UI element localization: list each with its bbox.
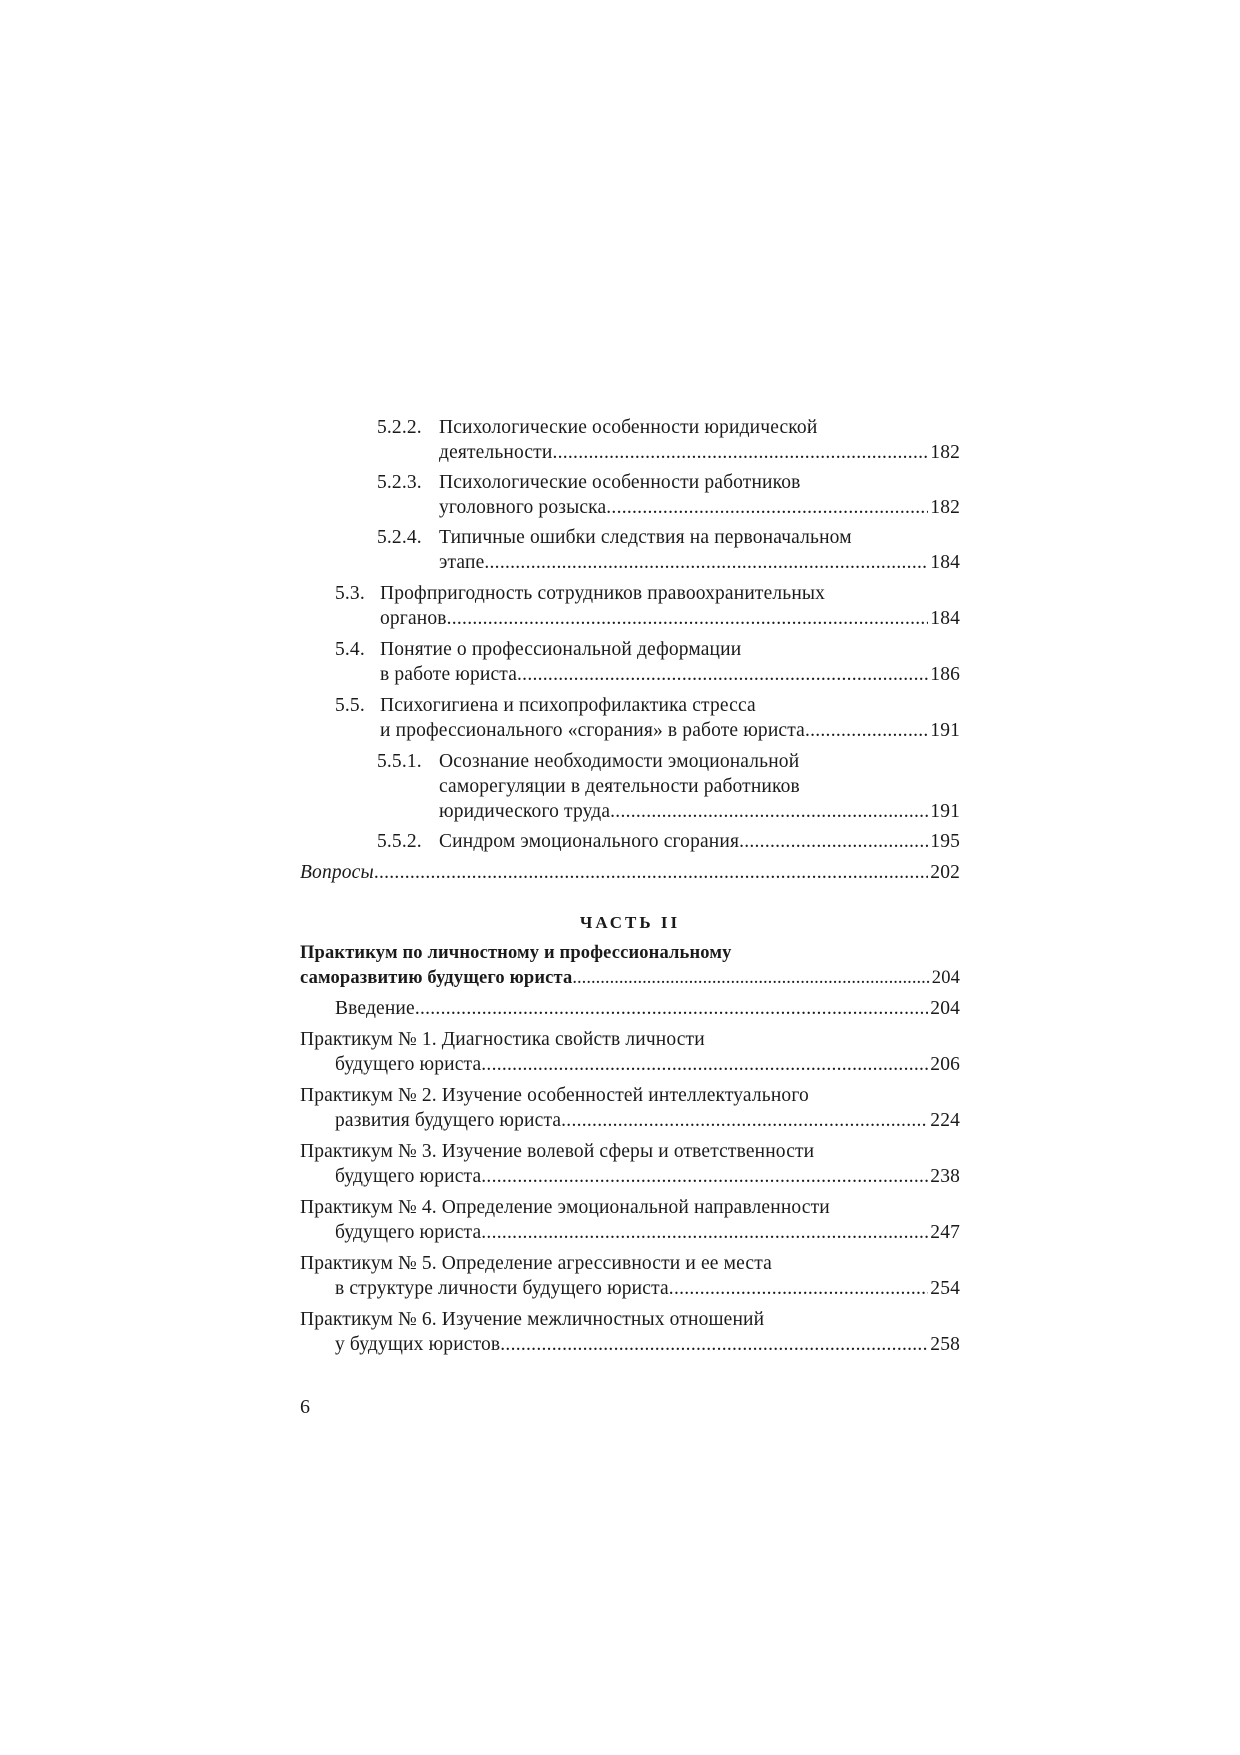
entry-number: 5.4.	[335, 639, 365, 660]
entry-title-line: Практикум № 3. Изучение волевой сферы и ответственности	[300, 1141, 815, 1162]
entry-title-line: органов	[380, 608, 447, 629]
page-ref: 254	[930, 1278, 960, 1299]
entry-title-line: Психогигиена и психопрофилактика стресса	[380, 695, 756, 716]
entry-title-line: Введение	[335, 998, 415, 1019]
entry-title-line: Практикум № 6. Изучение межличностных отношений	[300, 1309, 765, 1330]
toc-entry	[300, 829, 960, 854]
page-ref: 191	[930, 801, 960, 822]
entry-number: 5.5.2.	[377, 831, 422, 852]
toc-entry	[300, 637, 960, 687]
dot-leader	[606, 495, 928, 520]
entry-title-line: будущего юриста	[335, 1166, 482, 1187]
entry-title-line: и профессионального «сгорания» в работе юриста	[380, 720, 805, 741]
entry-title-line: будущего юриста	[335, 1222, 482, 1243]
entry-title-line: этапе	[439, 552, 485, 573]
dot-leader	[415, 996, 928, 1021]
toc-entry	[300, 1307, 960, 1357]
dot-leader	[561, 1108, 928, 1133]
toc-entry	[300, 415, 960, 465]
entry-number: 5.2.4.	[377, 527, 422, 548]
entry-title-line: в работе юриста	[380, 664, 518, 685]
page-ref: 224	[930, 1110, 960, 1131]
page-ref: 184	[930, 552, 960, 573]
dot-leader	[517, 662, 928, 687]
toc-entry	[300, 1139, 960, 1189]
entry-title-line: развития будущего юриста	[335, 1110, 562, 1131]
entry-title-line: Вопросы	[300, 862, 374, 883]
page-ref: 206	[930, 1054, 960, 1075]
dot-leader	[481, 1220, 928, 1245]
entry-number: 5.2.2.	[377, 417, 422, 438]
entry-title-line: в структуре личности будущего юриста	[335, 1278, 669, 1299]
page-ref: 238	[930, 1166, 960, 1187]
entry-number: 5.5.	[335, 695, 365, 716]
toc-entry	[300, 693, 960, 743]
entry-title-line: Понятие о профессиональной деформации	[380, 639, 742, 660]
page-ref: 258	[930, 1334, 960, 1355]
page-ref: 182	[930, 497, 960, 518]
entry-title-line: Психологические особенности работников	[439, 472, 801, 493]
entry-title-line: саморазвитию будущего юриста	[300, 968, 573, 988]
toc-entry	[300, 470, 960, 520]
entry-title-line: Практикум № 1. Диагностика свойств личности	[300, 1029, 705, 1050]
toc-entry	[300, 1027, 960, 1077]
toc-entry	[300, 581, 960, 631]
page-ref: 247	[930, 1222, 960, 1243]
toc-entry	[300, 749, 960, 824]
entry-title-line: Практикум № 4. Определение эмоциональной направленности	[300, 1197, 830, 1218]
page-ref: 191	[930, 720, 960, 741]
dot-leader	[481, 1052, 928, 1077]
entry-number: 5.2.3.	[377, 472, 422, 493]
dot-leader	[739, 829, 928, 854]
toc-entry	[300, 941, 960, 991]
dot-leader	[500, 1332, 928, 1357]
page-ref: 202	[930, 862, 960, 883]
dot-leader	[484, 550, 928, 575]
entry-title-line: юридического труда	[439, 801, 611, 822]
part-title: ЧАСТЬ II	[579, 913, 681, 932]
dot-leader	[447, 606, 929, 631]
page-ref: 195	[930, 831, 960, 852]
entry-title-line: Практикум № 5. Определение агрессивности и ее места	[300, 1253, 772, 1274]
toc-entry	[300, 996, 960, 1021]
entry-title-line: Психологические особенности юридической	[439, 417, 818, 438]
page-ref: 204	[930, 998, 960, 1019]
entry-title-line: у будущих юристов	[335, 1334, 501, 1355]
toc-entry	[300, 860, 960, 885]
entry-number: 5.5.1.	[377, 751, 422, 772]
entry-title-line: Синдром эмоционального сгорания	[439, 831, 740, 852]
toc-entry	[300, 1083, 960, 1133]
entry-title-line: уголовного розыска	[439, 497, 607, 518]
page-ref: 182	[930, 442, 960, 463]
entry-title-line: Практикум по личностному и профессиональному	[300, 943, 732, 963]
entry-title-line: Типичные ошибки следствия на первоначальном	[439, 527, 852, 548]
toc-entry	[300, 1195, 960, 1245]
dot-leader	[374, 860, 928, 885]
dot-leader	[552, 440, 928, 465]
toc-entry	[300, 525, 960, 575]
entry-title-line: саморегуляции в деятельности работников	[439, 776, 800, 797]
entry-title-line: Профпригодность сотрудников правоохранительных	[380, 583, 826, 604]
dot-leader	[572, 966, 929, 991]
dot-leader	[610, 799, 928, 824]
entry-title-line: Осознание необходимости эмоциональной	[439, 751, 800, 772]
toc-entry	[300, 1251, 960, 1301]
entry-title-line: будущего юриста	[335, 1054, 482, 1075]
dot-leader	[669, 1276, 929, 1301]
entry-title-line: деятельности	[439, 442, 553, 463]
entry-title-line: Практикум № 2. Изучение особенностей интеллектуального	[300, 1085, 809, 1106]
page-ref: 204	[931, 968, 960, 988]
dot-leader	[805, 718, 928, 743]
page-number: 6	[300, 1396, 310, 1418]
page-ref: 184	[930, 608, 960, 629]
entry-number: 5.3.	[335, 583, 365, 604]
page-ref: 186	[930, 664, 960, 685]
dot-leader	[481, 1164, 928, 1189]
